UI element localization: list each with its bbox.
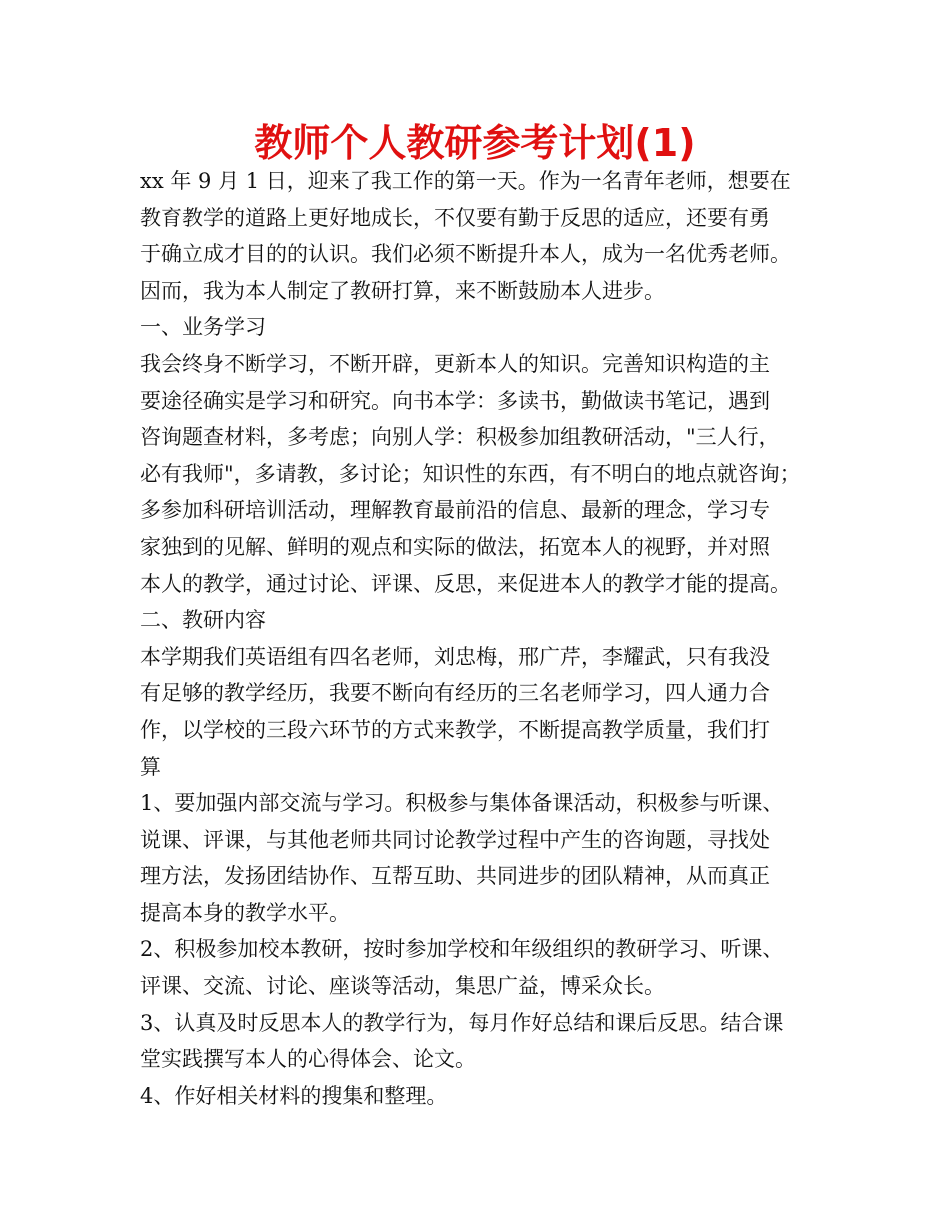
body-line: 我会终身不断学习，不断开辟，更新本人的知识。完善知识构造的主 <box>140 351 770 376</box>
section-heading: 二、教研内容 <box>140 608 266 633</box>
document-body <box>140 163 812 1114</box>
body-line: 必有我师"，多请教，多讨论；知识性的东西，有不明白的地点就咨询； <box>140 461 801 486</box>
body-line: 算 <box>140 754 161 779</box>
body-line: 作，以学校的三段六环节的方式来教学，不断提高教学质量，我们打 <box>140 717 770 742</box>
list-item: 2、积极参加校本教研，按时参加学校和年级组织的教研学习、听课、 <box>140 937 784 962</box>
document-title: 教师个人教研参考计划(1) <box>254 121 696 165</box>
list-item: 4、作好相关材料的搜集和整理。 <box>140 1083 448 1108</box>
body-line: 多参加科研培训活动，理解教育最前沿的信息、最新的理念，学习专 <box>140 498 770 523</box>
body-line: 说课、评课，与其他老师共同讨论教学过程中产生的咨询题，寻找处 <box>140 827 770 852</box>
section-heading: 一、业务学习 <box>140 315 266 340</box>
body-line: 教育教学的道路上更好地成长，不仅要有勤于反思的适应，还要有勇 <box>140 205 770 230</box>
body-line: 本人的教学，通过讨论、评课、反思，来促进本人的教学才能的提高。 <box>140 571 791 596</box>
body-line: 因而，我为本人制定了教研打算，来不断鼓励本人进步。 <box>140 278 665 303</box>
body-line: 理方法，发扬团结协作、互帮互助、共同进步的团队精神，从而真正 <box>140 864 770 889</box>
body-line: 评课、交流、讨论、座谈等活动，集思广益，博采众长。 <box>140 974 665 999</box>
body-line: 要途径确实是学习和研究。向书本学：多读书，勤做读书笔记，遇到 <box>140 388 770 413</box>
body-line: 提高本身的教学水平。 <box>140 900 350 925</box>
body-line: 本学期我们英语组有四名老师，刘忠梅，邢广芹，李耀武，只有我没 <box>140 644 770 669</box>
body-line: 于确立成才目的的认识。我们必须不断提升本人，成为一名优秀老师。 <box>140 242 791 267</box>
body-line: 咨询题查材料，多考虑；向别人学：积极参加组教研活动，"三人行， <box>140 425 780 450</box>
body-line: 有足够的教学经历，我要不断向有经历的三名老师学习，四人通力合 <box>140 681 770 706</box>
list-item: 1、要加强内部交流与学习。积极参与集体备课活动，积极参与听课、 <box>140 791 784 816</box>
body-line: 家独到的见解、鲜明的观点和实际的做法，拓宽本人的视野，并对照 <box>140 534 770 559</box>
body-line: 堂实践撰写本人的心得体会、论文。 <box>140 1047 476 1072</box>
list-item: 3、认真及时反思本人的教学行为，每月作好总结和课后反思。结合课 <box>140 1010 784 1035</box>
body-line: xx 年 9 月 1 日，迎来了我工作的第一天。作为一名青年老师，想要在 <box>140 169 791 193</box>
